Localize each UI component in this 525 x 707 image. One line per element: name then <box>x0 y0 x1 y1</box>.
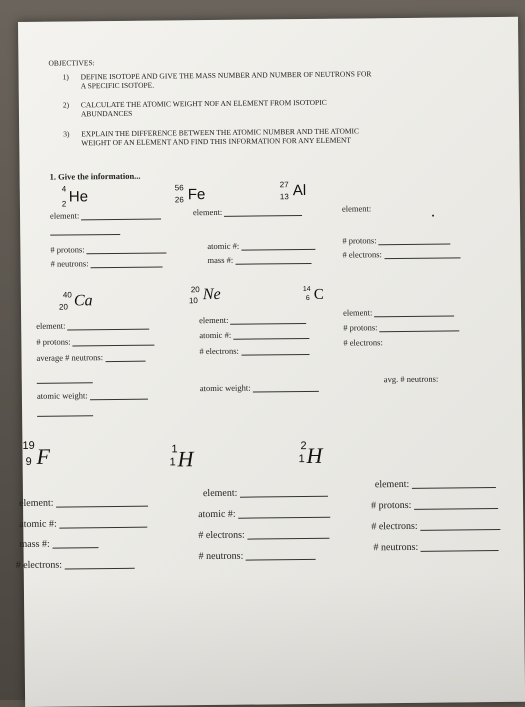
element-symbol: He <box>68 188 89 206</box>
ca-extra-line[interactable] <box>37 374 93 384</box>
atomic-number: 1 <box>298 453 305 466</box>
ne-element-field[interactable]: element: <box>199 315 306 325</box>
al-protons-field[interactable]: # protons: <box>342 235 450 245</box>
mass-number: 1 <box>171 443 178 456</box>
fe-atomic-number-field[interactable]: atomic #: <box>207 241 315 251</box>
element-symbol: H <box>177 446 194 472</box>
element-symbol: Ne <box>202 285 221 304</box>
h1-electrons-field[interactable]: # electrons: <box>198 530 329 540</box>
ca-average-neutrons-field[interactable]: average # neutrons: <box>36 353 145 363</box>
mass-number: 27 <box>279 180 289 190</box>
objective-2-line-1: CALCULATE THE ATOMIC WEIGHT NOF AN ELEMENT FROM ISOTOPIC <box>80 97 327 110</box>
al-electrons-field[interactable]: # electrons: <box>342 249 460 259</box>
h2-neutrons-field[interactable]: # neutrons: <box>373 542 498 552</box>
h1-element-field[interactable]: element: <box>203 488 328 498</box>
h2-electrons-field[interactable]: # electrons: <box>371 521 500 531</box>
element-symbol: Al <box>292 181 307 200</box>
al-element-label: element: <box>341 203 372 214</box>
atomic-number: 6 <box>305 294 310 303</box>
fe-mass-number-field[interactable]: mass #: <box>207 255 311 265</box>
f-element-field[interactable]: element: <box>19 498 148 508</box>
element-symbol: Fe <box>187 186 206 204</box>
objective-1-line-2: A SPECIFIC ISOTOPE. <box>80 80 155 91</box>
section-1-title: 1. Give the information... <box>49 170 141 182</box>
ne-atomic-number-field[interactable]: atomic #: <box>199 330 309 340</box>
c-element-field[interactable]: element: <box>343 307 454 317</box>
atomic-number: 10 <box>188 296 198 306</box>
objective-3-line-1: EXPLAIN THE DIFFERENCE BETWEEN THE ATOMIC NUMBER AND THE ATOMIC <box>81 126 360 139</box>
objectives-title: OBJECTIVES: <box>48 58 95 68</box>
he-element-field[interactable]: element: <box>50 211 161 221</box>
c-protons-field[interactable]: # protons: <box>343 322 459 332</box>
c-electrons-label: # electrons: <box>343 337 383 348</box>
he-protons-field[interactable]: # protons: <box>50 244 166 254</box>
f-electrons-field[interactable]: # electrons: <box>16 560 135 570</box>
fe-element-field[interactable]: element: <box>193 207 302 217</box>
mass-number: 56 <box>174 183 184 193</box>
h2-protons-field[interactable]: # protons: <box>371 500 498 510</box>
h1-atomic-number-field[interactable]: atomic #: <box>198 509 330 519</box>
objective-3-number: 3) <box>63 129 70 139</box>
mass-number: 40 <box>62 290 72 300</box>
atomic-number: 1 <box>169 456 176 469</box>
atomic-number: 13 <box>279 192 289 202</box>
mass-number: 2 <box>300 440 307 453</box>
f-atomic-number-field[interactable]: atomic #: <box>19 519 147 529</box>
objective-3-line-2: WEIGHT OF AN ELEMENT AND FIND THIS INFORMATION FOR ANY ELEMENT <box>81 135 352 148</box>
ca-atomic-weight-field[interactable]: atomic weight: <box>37 391 148 401</box>
mass-number: 19 <box>22 439 35 452</box>
element-symbol: Ca <box>73 292 93 310</box>
element-symbol: F <box>36 443 51 469</box>
atomic-number: 20 <box>58 302 68 312</box>
mass-number: 20 <box>190 285 200 295</box>
atomic-number: 9 <box>25 455 32 468</box>
objective-1-number: 1) <box>62 72 69 82</box>
ca-protons-field[interactable]: # protons: <box>36 337 154 347</box>
element-symbol: H <box>306 442 323 469</box>
atomic-number: 2 <box>61 199 67 209</box>
he-neutrons-field[interactable]: # neutrons: <box>50 258 162 268</box>
mass-number: 14 <box>302 285 311 294</box>
f-mass-number-field[interactable]: mass #: <box>19 539 98 549</box>
atomic-number: 26 <box>174 195 184 205</box>
element-symbol: C <box>313 286 324 303</box>
objective-1-line-1: DEFINE ISOTOPE AND GIVE THE MASS NUMBER AND NUMBER OF NEUTRONS FOR <box>80 69 372 82</box>
objective-2-line-2: ABUNDANCES <box>80 108 133 119</box>
he-extra-line[interactable] <box>50 226 120 236</box>
mass-number: 4 <box>61 184 67 194</box>
objective-2-number: 2) <box>62 100 70 110</box>
ne-atomic-weight-field[interactable]: atomic weight: <box>200 383 319 393</box>
ne-electrons-field[interactable]: # electrons: <box>199 346 309 356</box>
ca-atomic-weight-extra-line[interactable] <box>37 407 93 417</box>
stray-mark <box>432 215 434 217</box>
h2-element-field[interactable]: element: <box>375 479 496 489</box>
h1-neutrons-field[interactable]: # neutrons: <box>199 551 316 561</box>
ca-element-field[interactable]: element: <box>36 321 149 331</box>
c-average-neutrons-label: avg. # neutrons: <box>383 373 439 385</box>
worksheet-page <box>15 17 525 707</box>
